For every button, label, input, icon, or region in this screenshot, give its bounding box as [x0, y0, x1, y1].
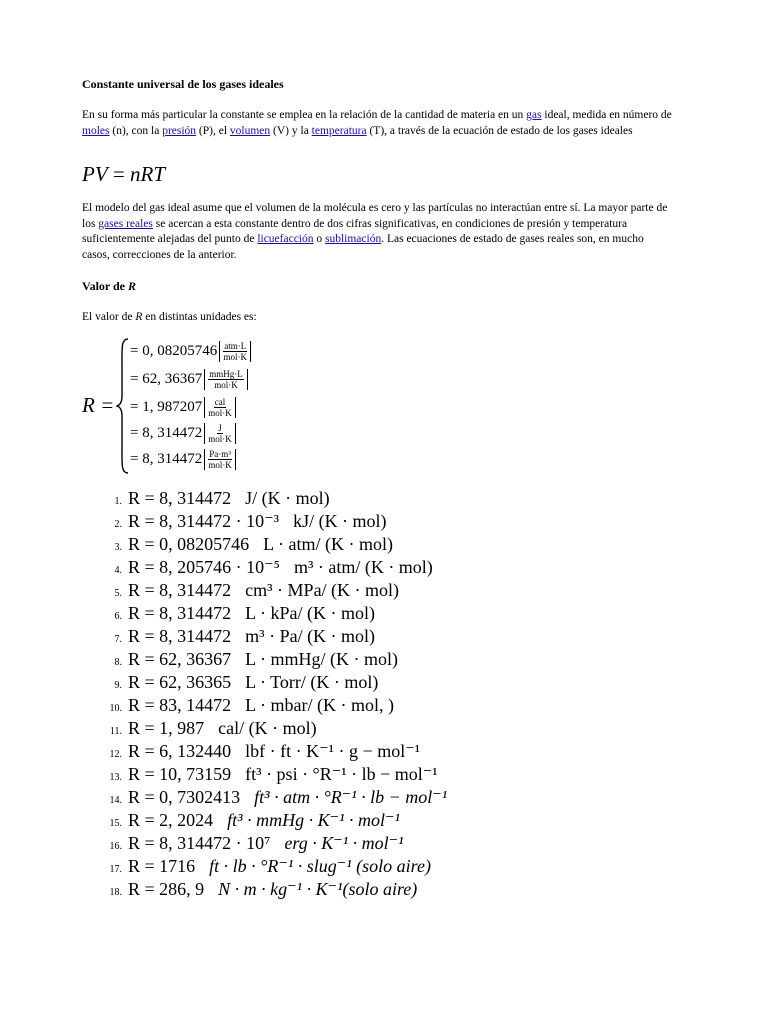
- list-item-value: R = 1716: [128, 856, 196, 876]
- list-item: [102, 557, 433, 580]
- valor-heading-text: Valor de: [82, 279, 129, 293]
- r-row-unit-num: atm·L: [224, 340, 247, 351]
- list-item-number: 14.: [109, 795, 122, 806]
- r-row-value: = 0, 08205746: [130, 342, 218, 359]
- list-item-value: R = 62, 36367: [128, 649, 232, 669]
- list-item: [102, 764, 438, 787]
- link-moles[interactable]: moles: [82, 124, 110, 137]
- list-item-number: 10.: [109, 703, 122, 714]
- link-temperatura[interactable]: temperatura: [311, 124, 367, 137]
- list-item-value: R = 10, 73159: [128, 764, 232, 784]
- page-title: Constante universal de los gases ideales: [82, 77, 284, 91]
- list-item: [102, 787, 447, 810]
- r-row-value: = 8, 314472: [130, 424, 203, 441]
- list-item: [102, 856, 431, 879]
- link-gas[interactable]: gas: [526, 109, 542, 121]
- r-row-value: = 62, 36367: [130, 370, 203, 387]
- r-row-unit-den: mol·K: [208, 433, 232, 444]
- valor-heading-symbol: R: [128, 279, 137, 293]
- list-item-value: R = 1, 987: [128, 718, 205, 738]
- model-text-2: se acercan a esta constante dentro de dos cifras significativas, en condiciones de presión y temperatura suficientemente alejadas del punto de: [82, 217, 628, 245]
- r-row-unit: [204, 369, 248, 390]
- list-item-unit: cal/ (K · mol): [218, 718, 317, 738]
- list-item-unit: L · mbar/ (K · mol, ): [245, 695, 394, 715]
- r-system-row: [130, 394, 236, 420]
- list-item-number: 3.: [114, 542, 122, 553]
- equation-equals: =: [107, 162, 130, 186]
- r-row-unit-den: mol·K: [208, 407, 232, 418]
- list-item-unit: m³ · atm/ (K · mol): [293, 557, 433, 577]
- valor-intro: [82, 311, 257, 323]
- list-item-value: R = 6, 132440: [128, 741, 232, 761]
- model-text-3: o: [313, 233, 325, 245]
- list-item-value: R = 62, 36365: [128, 672, 232, 692]
- valor-intro-symbol: R: [135, 311, 143, 323]
- list-item-value: R = 8, 314472: [128, 580, 232, 600]
- list-item-number: 18.: [109, 887, 122, 898]
- list-item: [102, 879, 417, 902]
- list-item-number: 9.: [114, 680, 122, 691]
- list-item-value: R = 8, 314472 · 10⁻³: [128, 511, 280, 531]
- valor-intro-text-2: en distintas unidades es:: [142, 311, 257, 323]
- list-item-number: 12.: [109, 749, 122, 760]
- list-item-number: 2.: [114, 519, 122, 530]
- r-system-lhs: R =: [82, 393, 115, 417]
- list-item-number: 6.: [114, 611, 122, 622]
- list-item-number: 5.: [114, 588, 122, 599]
- r-row-value: = 1, 987207: [130, 398, 203, 415]
- list-item-number: 8.: [114, 657, 122, 668]
- intro-text-4: (P), el: [196, 124, 230, 137]
- list-item-value: R = 0, 08205746: [128, 534, 250, 554]
- list-item-unit: L · Torr/ (K · mol): [245, 672, 379, 692]
- list-item: [102, 833, 404, 856]
- link-presion[interactable]: presión: [162, 124, 197, 137]
- list-item: [102, 810, 400, 833]
- intro-paragraph: [82, 108, 672, 139]
- r-values-system: [82, 338, 382, 478]
- list-item-value: R = 8, 314472: [128, 603, 232, 623]
- list-item: [102, 672, 378, 695]
- intro-text-5: (V) y la: [270, 124, 312, 137]
- r-row-unit: [219, 341, 251, 362]
- list-item-value: R = 8, 314472 · 10⁷: [128, 833, 271, 853]
- list-item: [102, 603, 375, 626]
- r-row-unit-num: J: [218, 422, 222, 433]
- list-item-unit: L · atm/ (K · mol): [263, 534, 393, 554]
- r-row-unit: [204, 397, 236, 418]
- model-paragraph: [82, 201, 672, 263]
- link-volumen[interactable]: volumen: [229, 124, 271, 137]
- list-item-number: 15.: [109, 818, 122, 829]
- r-row-unit-den: mol·K: [208, 459, 232, 470]
- list-item-value: R = 0, 7302413: [128, 787, 241, 807]
- r-system-row: [130, 420, 236, 446]
- list-item-unit: ft³ · atm · °R⁻¹ · lb − mol⁻¹: [254, 787, 448, 807]
- list-item: [102, 695, 394, 718]
- valor-heading: [82, 279, 136, 294]
- list-item: [102, 511, 387, 534]
- r-row-unit-den: mol·K: [214, 379, 238, 390]
- list-item-unit: N · m · kg⁻¹ · K⁻¹(solo aire): [218, 879, 418, 899]
- list-item-unit: erg · K⁻¹ · mol⁻¹: [284, 833, 404, 853]
- list-item-number: 16.: [109, 841, 122, 852]
- list-item: [102, 534, 393, 557]
- r-row-value: = 8, 314472: [130, 450, 203, 467]
- list-item: [102, 741, 420, 764]
- intro-text-3: (n), con la: [109, 124, 163, 137]
- list-item: [102, 580, 399, 603]
- link-gases-reales[interactable]: gases reales: [98, 217, 153, 230]
- list-item-value: R = 8, 205746 · 10⁻⁵: [128, 557, 280, 577]
- list-item-value: R = 2, 2024: [128, 810, 214, 830]
- list-item: [102, 626, 375, 649]
- list-item-unit: ft³ · psi · °R⁻¹ · lb − mol⁻¹: [245, 764, 438, 784]
- r-row-unit: [204, 423, 236, 444]
- r-system-row: [130, 366, 248, 392]
- list-item-value: R = 8, 314472: [128, 488, 232, 508]
- link-licuefaccion[interactable]: licuefacción: [257, 233, 314, 245]
- list-item-value: R = 286, 9: [128, 879, 205, 899]
- list-item-unit: J/ (K · mol): [245, 488, 330, 508]
- link-sublimacion[interactable]: sublimación: [325, 233, 382, 245]
- intro-text-2: ideal, medida en número de: [541, 109, 672, 121]
- list-item-number: 11.: [109, 726, 122, 737]
- valor-intro-text-1: El valor de: [82, 311, 136, 323]
- r-row-unit: [204, 449, 236, 470]
- list-item-number: 1.: [114, 496, 122, 507]
- left-brace-icon: [116, 338, 130, 474]
- equation-lhs: PV: [82, 162, 108, 186]
- list-item-unit: ft³ · mmHg · K⁻¹ · mol⁻¹: [227, 810, 400, 830]
- model-text-1: El modelo del gas ideal asume que el volumen de la molécula es cero y las partículas no interactúan entre sí. La mayor parte de los: [82, 202, 668, 230]
- r-row-unit-den: mol·K: [223, 351, 247, 362]
- intro-text-1: En su forma más particular la constante se emplea en la relación de la cantidad de materia en un: [82, 109, 527, 121]
- list-item-value: R = 83, 14472: [128, 695, 232, 715]
- list-item-unit: L · mmHg/ (K · mol): [245, 649, 398, 669]
- r-system-row: [130, 338, 251, 364]
- list-item-unit: cm³ · MPa/ (K · mol): [245, 580, 400, 600]
- list-item-number: 13.: [109, 772, 122, 783]
- list-item: [102, 649, 398, 672]
- list-item-number: 7.: [114, 634, 122, 645]
- r-row-unit-num: cal: [214, 396, 226, 407]
- list-item-unit: lbf · ft · K⁻¹ · g − mol⁻¹: [245, 741, 421, 761]
- r-system-row: [130, 446, 236, 472]
- r-row-unit-num: mmHg·L: [209, 368, 243, 379]
- list-item-number: 4.: [114, 565, 122, 576]
- list-item-unit: m³ · Pa/ (K · mol): [245, 626, 376, 646]
- list-item: [102, 488, 330, 511]
- list-item-number: 17.: [109, 864, 122, 875]
- r-row-unit-num: Pa·m³: [209, 448, 231, 459]
- equation-rhs: nRT: [130, 162, 166, 186]
- ideal-gas-equation: [82, 162, 165, 187]
- list-item-value: R = 8, 314472: [128, 626, 232, 646]
- list-item-unit: L · kPa/ (K · mol): [245, 603, 375, 623]
- intro-text-6: (T), a través de la ecuación de estado de los gases ideales: [366, 124, 633, 137]
- list-item: [102, 718, 317, 741]
- list-item-unit: ft · lb · °R⁻¹ · slug⁻¹ (solo aire): [209, 856, 431, 876]
- model-text-4: . Las ecuaciones de estado de gases reales son, en mucho casos, correcciones de la anterior.: [82, 233, 644, 261]
- list-item-unit: kJ/ (K · mol): [293, 511, 387, 531]
